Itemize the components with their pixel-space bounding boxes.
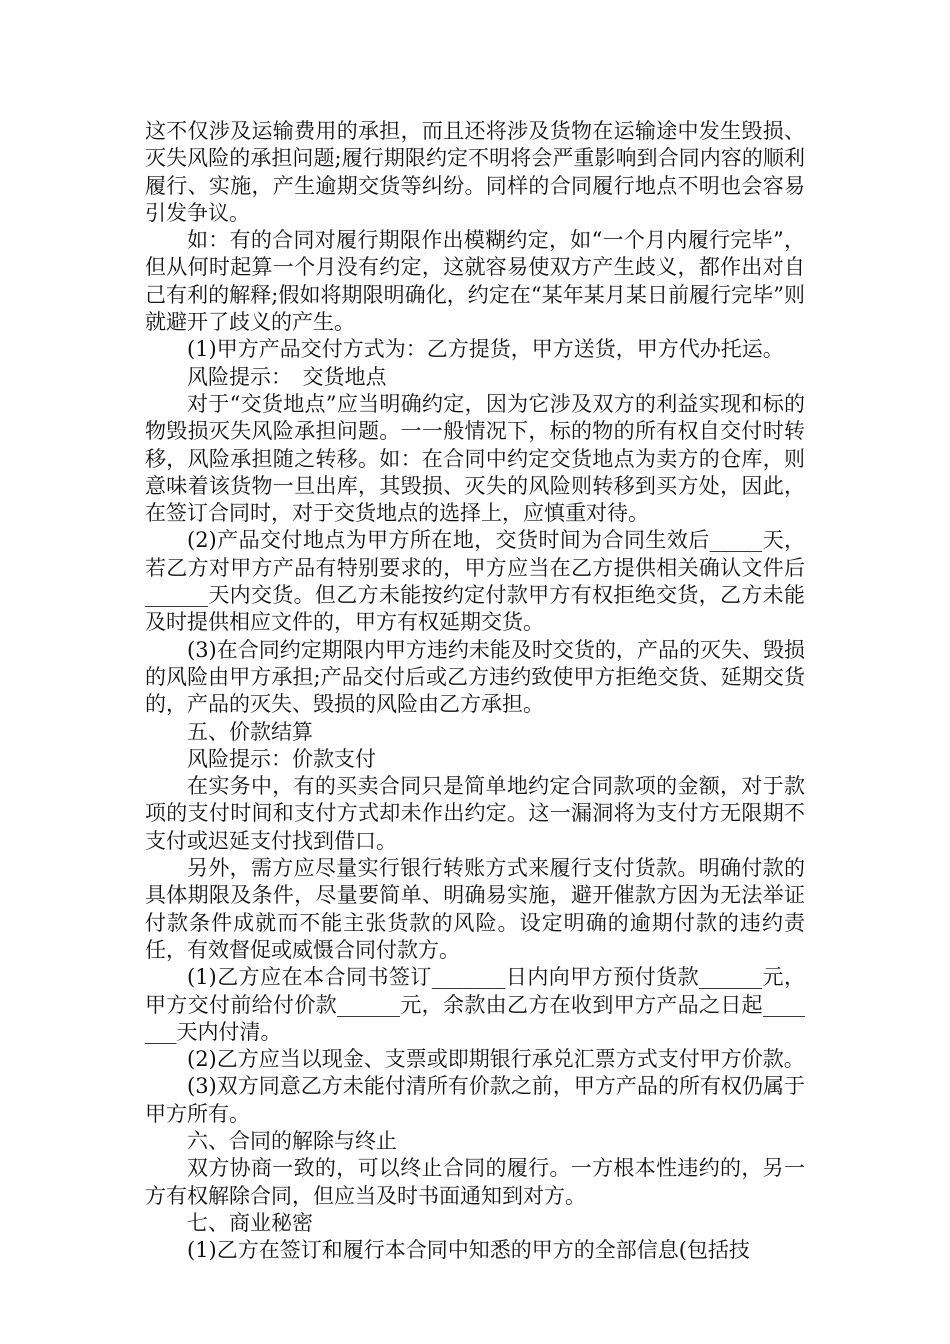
paragraph-delivery-method: (1)甲方产品交付方式为：乙方提货，甲方送货，甲方代办托运。 <box>187 337 784 362</box>
heading-risk-delivery-place: 风险提示： 交货地点 <box>187 364 387 389</box>
paragraph-delivery-place-explain: 对于“交货地点”应当明确约定，因为它涉及双方的利益实现和标的物毁损灭失风险承担问题。一一般情况下，标的物的所有权自交付时转移，风险承担随之转移。如：在合同中约定交货地点为卖方的仓库，则意味着该货物一旦出库，其毁损、灭失的风险则转移到买方处，因此，在签订合同时，对于交货地点的选择上，应慎重对待。 <box>145 391 805 526</box>
paragraph-termination: 双方协商一致的，可以终止合同的履行。一方根本性违约的，另一方有权解除合同，但应当及时书面通知到对方。 <box>145 1156 805 1208</box>
paragraph-loss-risk: (3)在合同约定期限内甲方违约未能及时交货的，产品的灭失、毁损的风险由甲方承担;产品交付后或乙方违约致使甲方拒绝交货、延期交货的，产品的灭失、毁损的风险由乙方承担。 <box>145 637 805 717</box>
paragraph-bank-transfer: 另外，需方应尽量实行银行转账方式来履行支付货款。明确付款的具体期限及条件，尽量要简单、明确易实施，避开催款方因为无法举证付款条件成就而不能主张货款的风险。设定明确的逾期付款的违约责任，有效督促或威慑合同付款方。 <box>145 856 805 962</box>
paragraph-transport-risk: 这不仅涉及运输费用的承担，而且还将涉及货物在运输途中发生毁损、灭失风险的承担问题;履行期限约定不明将会严重影响到合同内容的顺利履行、实施，产生逾期交货等纠纷。同样的合同履行地点不明也会容易引发争议。 <box>145 119 805 225</box>
paragraph-ownership: (3)双方同意乙方未能付清所有价款之前，甲方产品的所有权仍属于甲方所有。 <box>145 1074 805 1126</box>
paragraph-delivery-place-time: (2)产品交付地点为甲方所在地，交货时间为合同生效后_____天，若乙方对甲方产品有特别要求的，甲方应当在乙方提供相关确认文件后______天内交货。但乙方未能按约定付款甲方有权拒绝交货，乙方未能及时提供相应文件的，甲方有权延期交货。 <box>145 528 805 635</box>
section-heading-trade-secret: 七、商业秘密 <box>187 1210 313 1235</box>
paragraph-payment-method: (2)乙方应当以现金、支票或即期银行承兑汇票方式支付甲方价款。 <box>187 1047 805 1072</box>
document-body <box>145 118 805 1264</box>
paragraph-payment-practice: 在实务中，有的买卖合同只是简单地约定合同款项的金额，对于款项的支付时间和支付方式却未作出约定。这一漏洞将为支付方无限期不支付或迟延支付找到借口。 <box>145 774 805 853</box>
section-heading-termination: 六、合同的解除与终止 <box>187 1128 397 1153</box>
section-heading-price-settlement: 五、价款结算 <box>187 719 313 744</box>
paragraph-example-deadline: 如：有的合同对履行期限作出模糊约定，如“一个月内履行完毕”，但从何时起算一个月没有约定，这就容易使双方产生歧义，都作出对自己有利的解释;假如将期限明确化，约定在“某年某月某日前履行完毕”则就避开了歧义的产生。 <box>145 228 805 335</box>
paragraph-trade-secret: (1)乙方在签订和履行本合同中知悉的甲方的全部信息(包括技 <box>187 1238 750 1263</box>
heading-risk-payment: 风险提示：价款支付 <box>187 746 376 771</box>
paragraph-prepayment: (1)乙方应在本合同书签订_______日内向甲方预付货款______元，甲方交付前给付价款______元，余款由乙方在收到甲方产品之日起_______天内付清。 <box>145 965 805 1044</box>
